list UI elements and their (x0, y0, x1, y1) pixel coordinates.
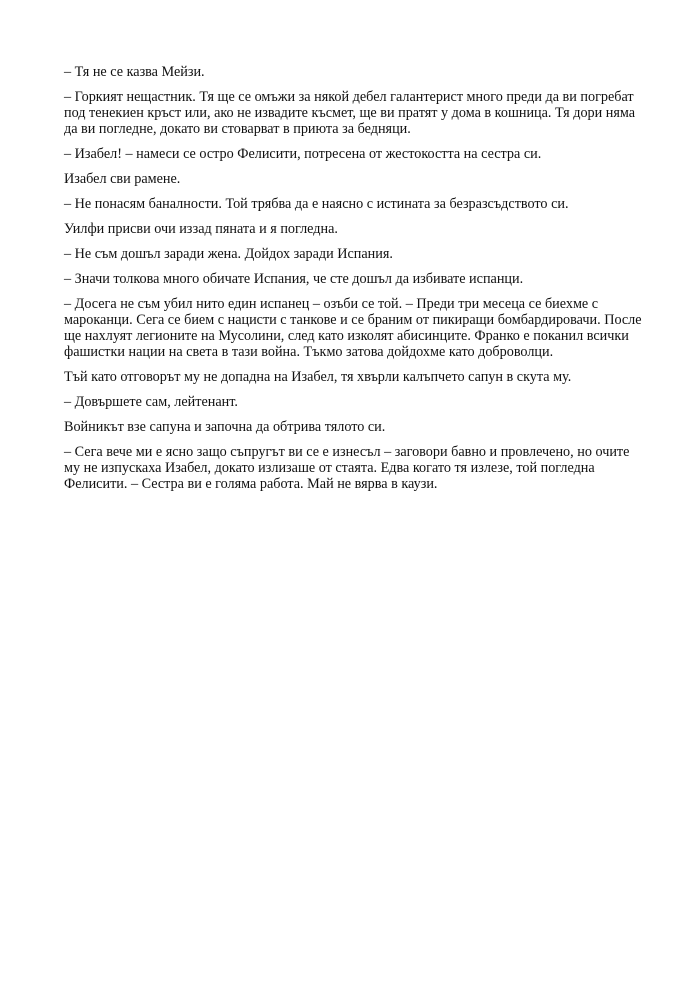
paragraph: Изабел сви рамене. (64, 171, 181, 187)
paragraph: Уилфи присви очи иззад пяната и я погледна. (64, 221, 338, 237)
paragraph: Тъй като отговорът му не допадна на Изабел, тя хвърли калъпчето сапун в скута му. (64, 369, 572, 385)
paragraph: – Горкият нещастник. Тя ще се омъжи за някой дебел галантерист много преди да ви погребат под тенекиен кръст или, ако не извадите късмет, ще ви пратят у дома в кошница. Тя дори няма да ви погледне, докато ви стоварват в приюта за бедняци. (64, 89, 636, 137)
paragraph: – Не понасям баналности. Той трябва да е наясно с истината за безразсъдството си. (64, 196, 569, 212)
paragraph: – Довършете сам, лейтенант. (64, 394, 238, 410)
paragraph: – Тя не се казва Мейзи. (64, 64, 205, 80)
paragraph: – Изабел! – намеси се остро Фелисити, потресена от жестокостта на сестра си. (64, 146, 542, 162)
paragraph: – Досега не съм убил нито един испанец – озъби се той. – Преди три месеца се биехме с мароканци. Сега се бием с нацисти с танкове и се браним от пикиращи бомбардировачи. После ще нахлуят легионите на Мусолини, след като изколят абисинците. Франко е поканил всички фашистки нации на света в тази война. Тъкмо затова дойдохме като доброволци. (64, 296, 642, 360)
paragraph: – Значи толкова много обичате Испания, че сте дошъл да избивате испанци. (64, 271, 524, 287)
paragraph: – Не съм дошъл заради жена. Дойдох заради Испания. (64, 246, 393, 262)
paragraph: Войникът взе сапуна и започна да обтрива тялото си. (64, 419, 386, 435)
document-body (64, 64, 644, 501)
paragraph: – Сега вече ми е ясно защо съпругът ви се е изнесъл – заговори бавно и провлечено, но очите му не изпускаха Изабел, докато излизаше от стаята. Едва когато тя излезе, той погледна Фелисити. – Сестра ви е голяма работа. Май не вярва в каузи. (64, 444, 630, 492)
